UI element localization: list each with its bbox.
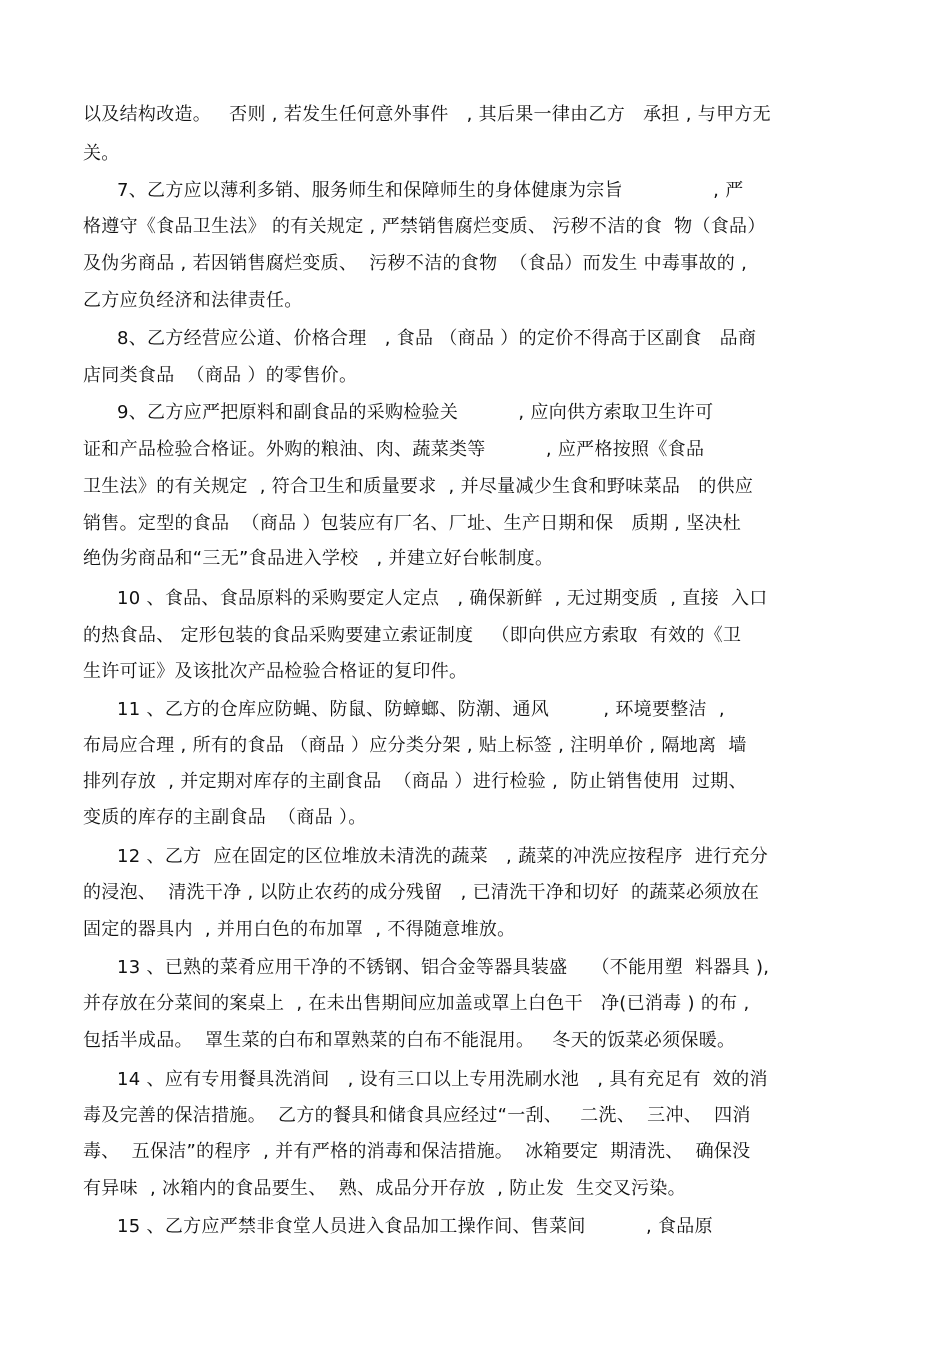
text-line: 卫生法》的有关规定 , 符合卫生和质量要求 , 并尽量减少生食和野味菜品 的供应 — [83, 476, 754, 497]
paragraph-7-line: 7、乙方应以薄利多销、服务师生和保障师生的身体健康为宗旨 , 严 — [117, 180, 744, 201]
text-line: 排列存放 , 并定期对库存的主副食品 （商品 ）进行检验 , 防止销售使用 过期、 — [83, 771, 747, 792]
paragraph-12-line: 12 、乙方 应在固定的区位堆放未清洗的蔬菜 , 蔬菜的冲洗应按程序 进行充分 — [117, 846, 769, 867]
paragraph-9-line: 9、乙方应严把原料和副食品的采购检验关 , 应向供方索取卫生许可 — [117, 402, 714, 423]
text-line: 包括半成品。 罩生菜的白布和罩熟菜的白布不能混用。 冬天的饭菜必须保暖。 — [83, 1030, 736, 1051]
paragraph-14-line: 14 、应有专用餐具洗消间 , 设有三口以上专用洗刷水池 , 具有充足有 效的消 — [117, 1069, 768, 1090]
text-line: 绝伪劣商品和“三无”食品进入学校 , 并建立好台帐制度。 — [83, 548, 554, 569]
text-line: 生许可证》及该批次产品检验合格证的复印件。 — [83, 661, 468, 682]
text-line: 关。 — [83, 143, 120, 164]
text-line: 变质的库存的主副食品 （商品 ）。 — [83, 807, 367, 828]
text-line: 格遵守《食品卫生法》 的有关规定 , 严禁销售腐烂变质、 污秽不洁的食 物（食品） — [83, 216, 766, 237]
text-line: 以及结构改造。 否则 , 若发生任何意外事件 , 其后果一律由乙方 承担 , 与甲方无 — [83, 104, 771, 125]
paragraph-13-line: 13 、已熟的菜肴应用干净的不锈钢、铝合金等器具装盛 （不能用塑 料器具 ), — [117, 957, 770, 978]
text-line: 销售。定型的食品 （商品 ）包装应有厂名、厂址、生产日期和保 质期 , 坚决杜 — [83, 513, 742, 534]
text-line: 证和产品检验合格证。外购的粮油、肉、蔬菜类等 , 应严格按照《食品 — [83, 439, 705, 460]
text-line: 及伪劣商品 , 若因销售腐烂变质、 污秽不洁的食物 （食品）而发生 中毒事故的 , — [83, 253, 748, 274]
text-line: 有异味 , 冰箱内的食品要生、 熟、成品分开存放 , 防止发 生交叉污染。 — [83, 1178, 686, 1199]
text-line: 固定的器具内 , 并用白色的布加罩 , 不得随意堆放。 — [83, 919, 516, 940]
text-line: 店同类食品 （商品 ）的零售价。 — [83, 365, 358, 386]
text-line: 的浸泡、 清洗干净 , 以防止农药的成分残留 , 已清洗干净和切好 的蔬菜必须放在 — [83, 882, 760, 903]
text-line: 并存放在分菜间的案桌上 , 在未出售期间应加盖或罩上白色干 净(已消毒 ) 的布 , — [83, 993, 750, 1014]
text-line: 乙方应负经济和法律责任。 — [83, 290, 303, 311]
paragraph-10-line: 10 、食品、食品原料的采购要定人定点 , 确保新鲜 , 无过期变质 , 直接 入口 — [117, 588, 768, 609]
paragraph-11-line: 11 、乙方的仓库应防蝇、防鼠、防蟑螂、防潮、通风 , 环境要整洁 , — [117, 699, 725, 720]
paragraph-15-line: 15 、乙方应严禁非食堂人员进入食品加工操作间、售菜间 , 食品原 — [117, 1216, 713, 1237]
text-line: 的热食品、 定形包装的食品采购要建立索证制度 （即向供应方索取 有效的《卫 — [83, 625, 742, 646]
paragraph-8-line: 8、乙方经营应公道、价格合理 , 食品 （商品 ）的定价不得高于区副食 品商 — [117, 328, 757, 349]
text-line: 布局应合理 , 所有的食品 （商品 ）应分类分架 , 贴上标签 , 注明单价 , 隔地离 墙 — [83, 735, 747, 756]
text-line: 毒、 五保洁”的程序 , 并有严格的消毒和保洁措施。 冰箱要定 期清洗、 确保没 — [83, 1141, 751, 1162]
text-line: 毒及完善的保洁措施。 乙方的餐具和储食具应经过“一刮、 二洗、 三冲、 四消 — [83, 1105, 751, 1126]
